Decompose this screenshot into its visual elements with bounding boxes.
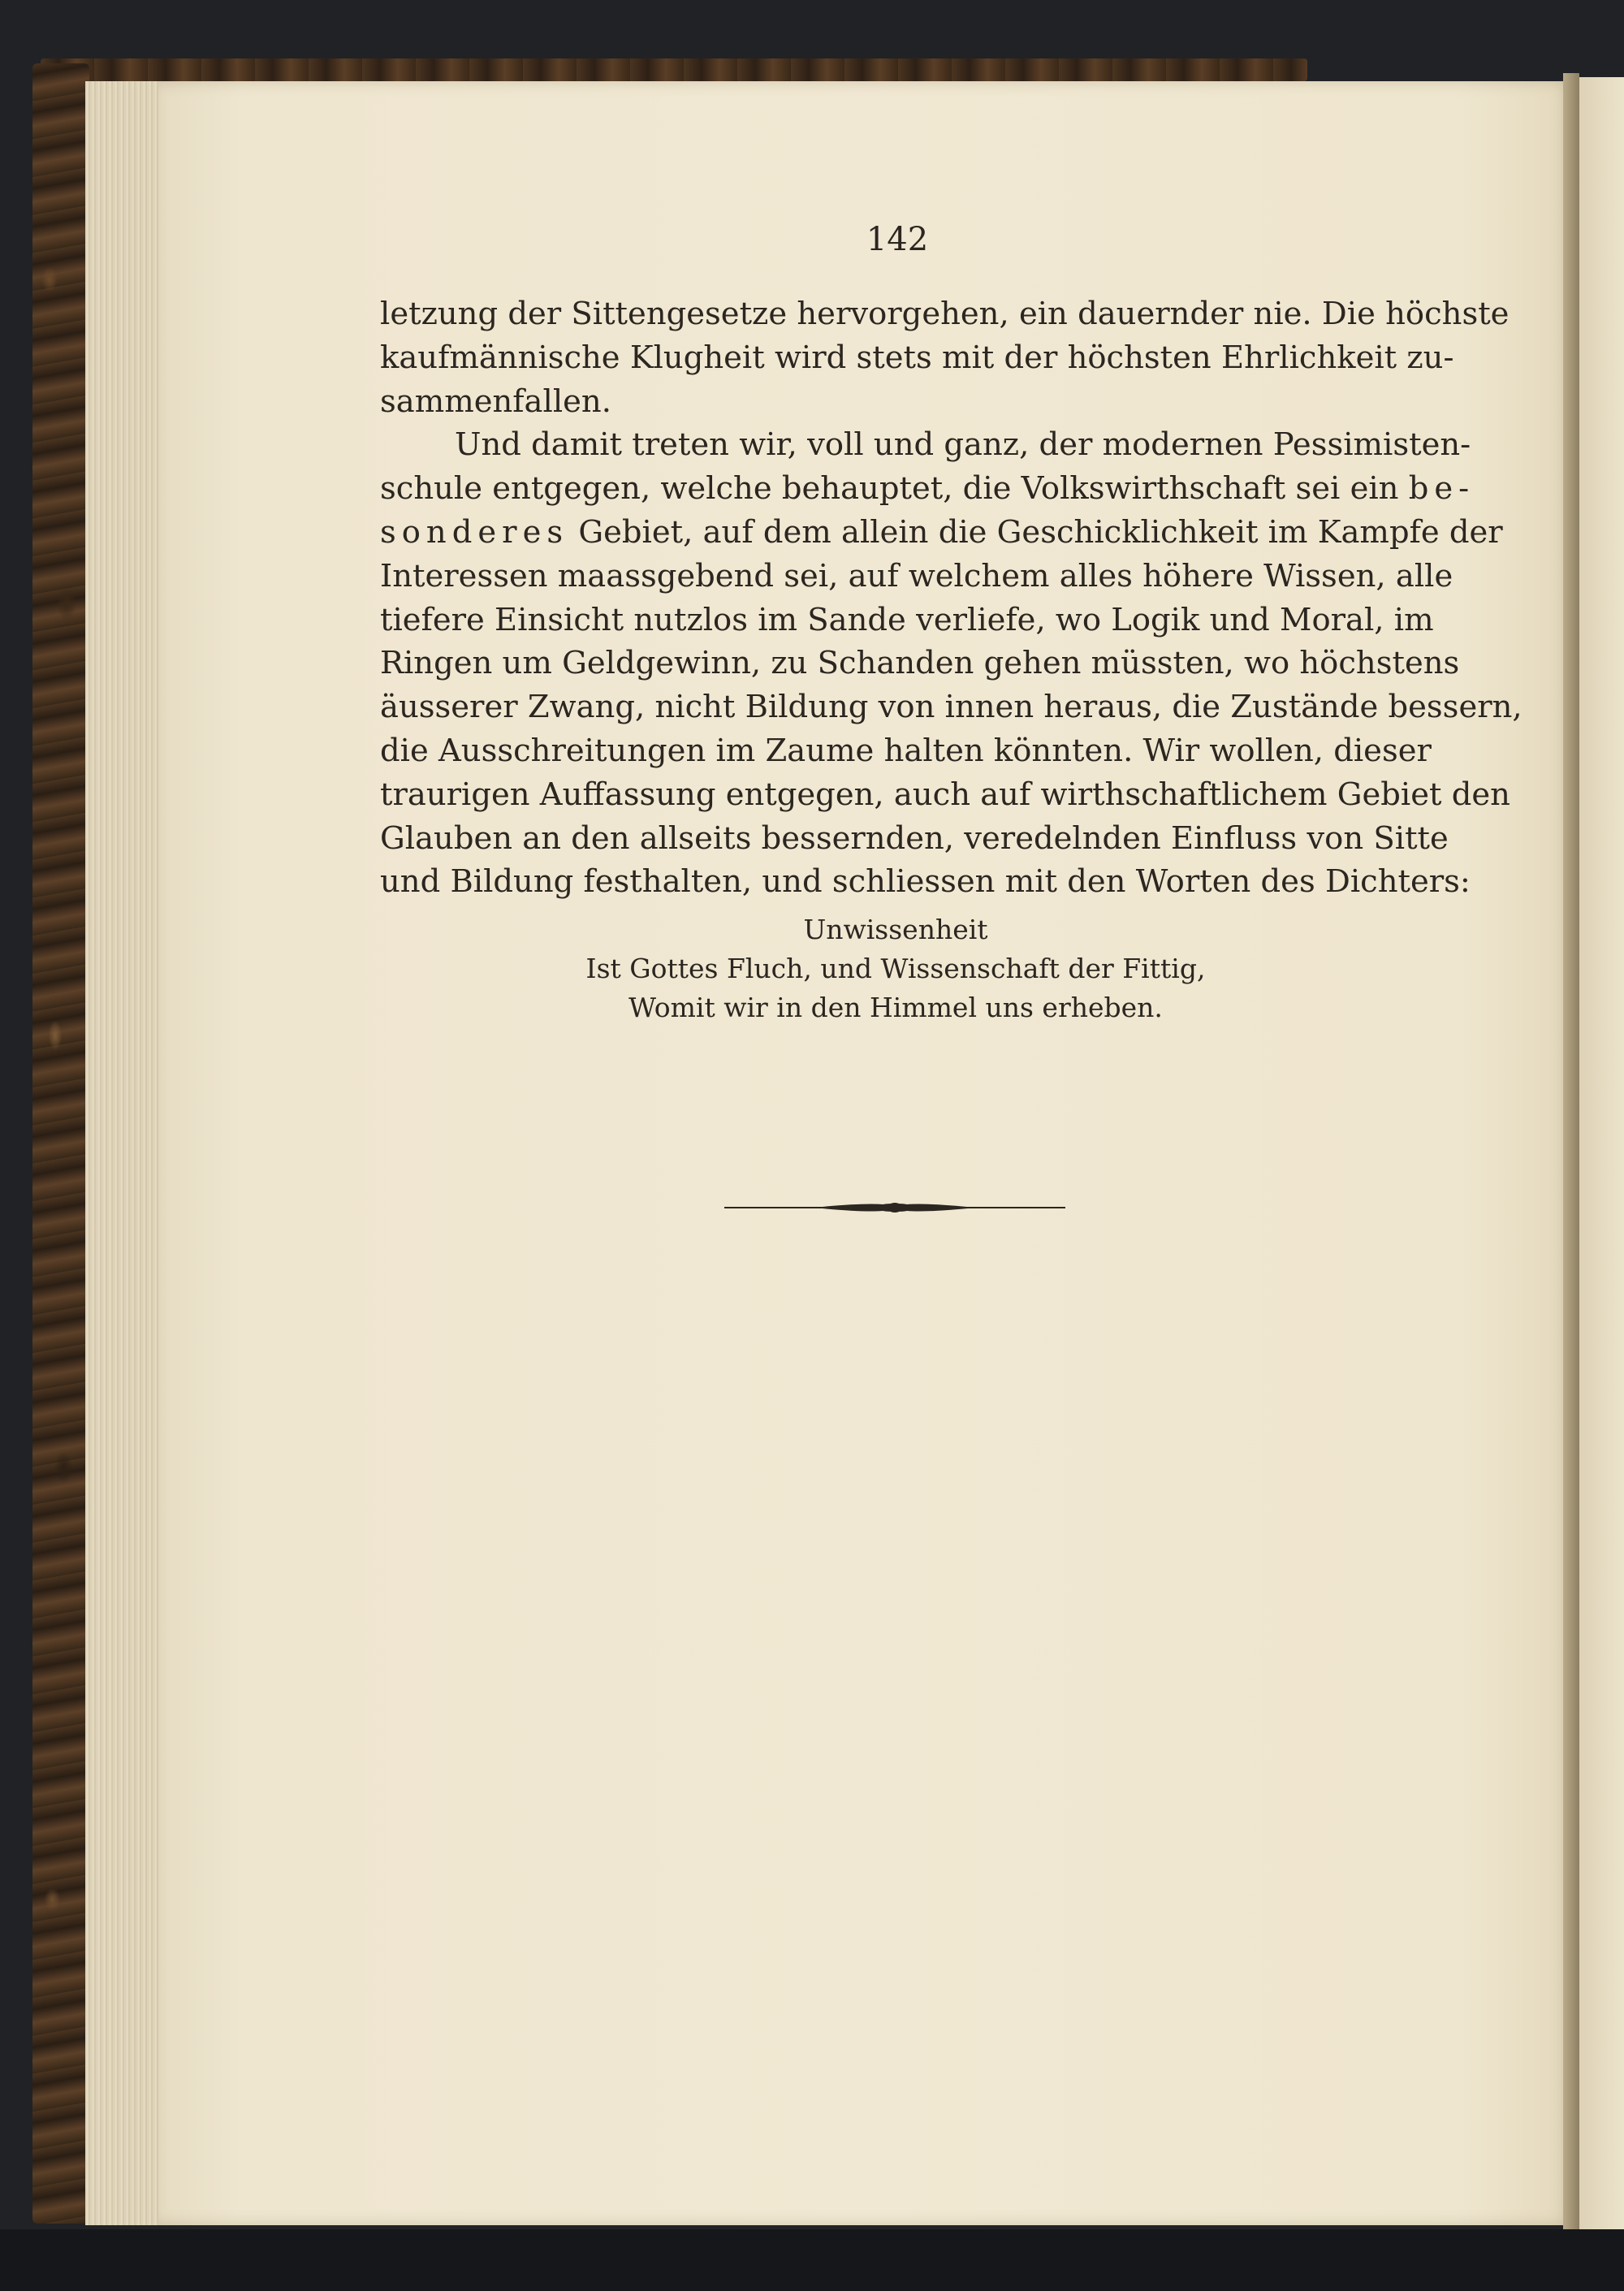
text-line: tiefere Einsicht nutzlos im Sande verliefe, wo Logik und Moral, im	[380, 601, 1434, 638]
text-fragment: schule entgegen, welche behauptet, die Volkswirthschaft sei ein	[380, 470, 1409, 508]
body-text	[380, 292, 1522, 1027]
poem-quote	[380, 910, 1411, 1027]
facing-page-edge	[1579, 77, 1624, 2229]
page-edges-stack	[85, 81, 162, 2225]
text-line: kaufmännische Klugheit wird stets mit der höchsten Ehrlichkeit zu-	[380, 339, 1454, 376]
emphasized-text: sonderes	[380, 513, 569, 551]
poem-line: Womit wir in den Himmel uns erheben.	[628, 992, 1163, 1024]
text-line: Interessen maassgebend sei, auf welchem alles höhere Wissen, alle	[380, 557, 1453, 594]
text-line: die Ausschreitungen im Zaume halten könnten. Wir wollen, dieser	[380, 732, 1432, 769]
paragraph-2	[380, 423, 1522, 904]
text-line	[380, 511, 1503, 555]
book-cover-top-edge	[41, 58, 1307, 81]
marbled-book-cover	[32, 63, 89, 2224]
book-gutter	[1563, 73, 1579, 2233]
text-line: sammenfallen.	[380, 383, 611, 420]
text-line: traurigen Auffassung entgegen, auch auf wirthschaftlichem Gebiet den	[380, 776, 1510, 813]
text-line: und Bildung festhalten, und schliessen mit den Worten des Dichters:	[380, 863, 1471, 901]
text-line	[380, 467, 1475, 511]
text-line: Ringen um Geldgewinn, zu Schanden gehen müssten, wo höchstens	[380, 645, 1460, 682]
ornamental-rule-icon	[724, 1195, 1065, 1220]
text-line: äusserer Zwang, nicht Bildung von innen heraus, die Zustände bessern,	[380, 689, 1522, 726]
page-number: 142	[866, 221, 929, 258]
text-line: letzung der Sittengesetze hervorgehen, ein dauernder nie. Die höchste	[380, 296, 1510, 332]
text-fragment: Gebiet, auf dem allein die Geschicklichkeit im Kampfe der	[568, 513, 1503, 551]
poem-line: Unwissenheit	[803, 914, 988, 946]
poem-line: Ist Gottes Fluch, und Wissenschaft der Fittig,	[585, 953, 1206, 985]
text-line: Und damit treten wir, voll und ganz, der modernen Pessimisten-	[455, 426, 1471, 464]
text-line: Glauben an den allseits bessernden, veredelnden Einfluss von Sitte	[380, 819, 1449, 857]
paragraph-1	[380, 292, 1510, 423]
emphasized-text: be-	[1408, 470, 1475, 508]
scan-background-bottom	[0, 2229, 1624, 2291]
